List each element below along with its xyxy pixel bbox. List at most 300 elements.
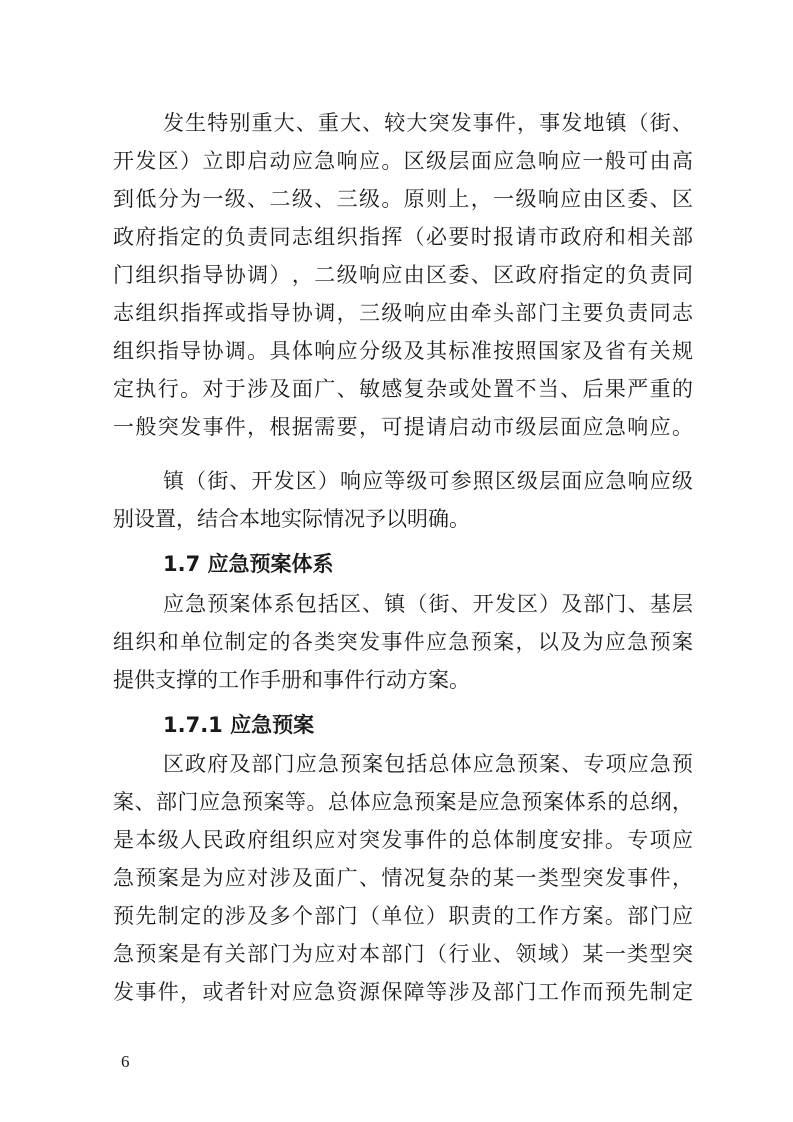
text-line [113, 339, 693, 363]
text-char: ） [539, 592, 561, 616]
text-char: 要 [448, 225, 470, 249]
text-char: 制 [224, 630, 246, 654]
text-char: 导 [202, 263, 224, 287]
text-char: 志 [113, 301, 134, 325]
text-char: 专 [627, 828, 649, 852]
text-char: 体 [564, 790, 586, 814]
text-char: 总 [470, 828, 492, 852]
text-char: 必 [426, 225, 448, 249]
text-char: 响 [627, 415, 649, 439]
text-char: 包 [384, 752, 406, 776]
text-char: 应 [224, 866, 246, 890]
text-char: 参 [450, 469, 472, 493]
text-char: 应 [358, 149, 380, 173]
text-line [113, 301, 693, 325]
text-char: 发 [561, 111, 583, 135]
text-char: 响 [336, 149, 358, 173]
text-char: 到 [113, 187, 134, 211]
text-char: 层 [448, 149, 470, 173]
text-char: 突 [671, 942, 693, 966]
text-char: 预 [135, 942, 157, 966]
text-char: 组 [113, 630, 134, 654]
text-char: 别 [229, 111, 251, 135]
text-char: 级 [671, 469, 693, 493]
text-char: 头 [493, 301, 515, 325]
text-char: 一 [202, 187, 224, 211]
text-char: 同 [269, 225, 291, 249]
text-line [113, 942, 693, 966]
text-char: 同 [649, 301, 671, 325]
text-char: 括 [406, 752, 428, 776]
text-char: 指 [157, 339, 179, 363]
text-char: 具 [269, 339, 291, 363]
text-char: 及 [229, 752, 251, 776]
text-char: 急 [448, 630, 470, 654]
text-char: 的 [202, 904, 224, 928]
text-char: 急 [494, 752, 516, 776]
text-char: 组 [135, 263, 157, 287]
text-char: 时 [470, 225, 492, 249]
text-char: 括 [317, 592, 339, 616]
text-char: 涉 [448, 980, 470, 1004]
text-char: 障 [403, 980, 425, 1004]
text-char: 高 [671, 149, 693, 173]
text-char: 行 [157, 377, 179, 401]
text-char: 较 [384, 111, 406, 135]
text-char: 广 [336, 866, 358, 890]
text-line [163, 592, 693, 616]
text-char: 街 [649, 111, 671, 135]
text-char: 重 [649, 377, 671, 401]
text-char: 、 [561, 752, 583, 776]
text-char: ， [672, 790, 693, 814]
text-char: 事 [539, 111, 561, 135]
text-char: 型 [560, 866, 582, 890]
text-char: 层 [537, 415, 559, 439]
text-char: 门 [403, 942, 425, 966]
text-char: 工 [537, 980, 559, 1004]
text-char: 责 [627, 301, 649, 325]
text-line [163, 469, 693, 493]
text-char: 区 [157, 149, 179, 173]
text-char: 指 [180, 301, 202, 325]
text-char: 导 [269, 301, 291, 325]
text-char: 是 [180, 866, 202, 890]
text-char: 应 [163, 592, 184, 616]
text-char: 指 [560, 263, 582, 287]
text-char: 开 [113, 149, 134, 173]
text-char: ） [269, 263, 291, 287]
text-char: 部 [493, 980, 515, 1004]
text-char: 急 [314, 149, 336, 173]
text-char: ） [426, 904, 448, 928]
text-char: 域 [537, 942, 559, 966]
text-line [113, 980, 693, 1004]
text-char: 门 [273, 752, 295, 776]
text-char: 关 [224, 942, 246, 966]
text-char: 类 [627, 942, 649, 966]
text-char: 应 [362, 469, 384, 493]
text-char: 发 [494, 592, 516, 616]
text-char: 区 [604, 187, 626, 211]
text-char: 提 [403, 415, 425, 439]
text-char: 等 [384, 469, 406, 493]
text-char: 、 [671, 111, 693, 135]
text-char: 面 [560, 415, 582, 439]
text-char: 应 [478, 790, 500, 814]
text-char: 预 [207, 592, 229, 616]
text-char: 可 [627, 149, 649, 173]
text-char: 牵 [470, 301, 492, 325]
text-line [113, 790, 693, 814]
text-char: 感 [381, 377, 403, 401]
text-char: 志 [291, 225, 313, 249]
text-char: 件 [157, 980, 179, 1004]
text-char: 门 [649, 904, 671, 928]
text-char: 突 [157, 415, 179, 439]
text-char: 区 [295, 469, 317, 493]
text-char: 有 [627, 339, 649, 363]
text-char: （ [403, 225, 425, 249]
text-char: 复 [403, 377, 425, 401]
text-char: 等 [285, 790, 306, 814]
text-char: 调 [247, 263, 269, 287]
text-char: 为 [180, 187, 202, 211]
text-line [113, 225, 693, 249]
text-char: 要 [336, 415, 358, 439]
text-char: 急 [515, 149, 537, 173]
text-char: ， [515, 630, 537, 654]
text-char: 根 [269, 415, 291, 439]
text-char: 政 [224, 828, 246, 852]
text-char: 府 [135, 225, 157, 249]
text-char: 负 [604, 301, 626, 325]
text-char: 制 [157, 904, 179, 928]
text-char: （ [185, 469, 207, 493]
text-char: 。 [604, 904, 626, 928]
text-char: 方 [560, 904, 582, 928]
text-char: 级 [381, 339, 403, 363]
text-char: 动 [269, 149, 291, 173]
text-char: 况 [403, 866, 425, 890]
text-char: 总 [428, 752, 450, 776]
text-char: 专 [583, 752, 605, 776]
text-char: 后 [582, 377, 604, 401]
text-char: ） [180, 149, 202, 173]
text-char: 及 [291, 866, 313, 890]
text-char: 、 [358, 866, 380, 890]
text-char: 突 [336, 630, 358, 654]
text-char: 。 [671, 415, 693, 439]
text-char: 突 [428, 111, 450, 135]
text-char: 急 [649, 752, 671, 776]
text-char: 案 [493, 630, 515, 654]
text-char: 负 [224, 225, 246, 249]
text-char: 部 [515, 301, 537, 325]
text-char: 预 [671, 752, 693, 776]
text-char: 的 [607, 790, 629, 814]
text-char: 行 [448, 942, 470, 966]
text-char: 请 [426, 415, 448, 439]
text-char: 型 [649, 942, 671, 966]
text-char: ） [317, 469, 339, 493]
text-char: 人 [180, 828, 202, 852]
text-char: 应 [291, 980, 313, 1004]
text-char: 预 [242, 790, 263, 814]
text-char: 敏 [358, 377, 380, 401]
text-char: 复 [426, 866, 448, 890]
text-char: 、 [560, 377, 582, 401]
text-char: 原 [403, 187, 425, 211]
text-char: 的 [604, 263, 626, 287]
text-char: 件 [494, 111, 516, 135]
text-char: 当 [537, 377, 559, 401]
text-char: ， [671, 866, 693, 890]
text-char: 应 [671, 904, 693, 928]
text-char: ） [560, 942, 582, 966]
text-char: 组 [113, 339, 134, 363]
text-char: 、 [470, 263, 492, 287]
text-char: 、 [362, 592, 384, 616]
text-char: 大 [406, 111, 428, 135]
text-char: 广 [314, 377, 336, 401]
text-char: 体 [291, 339, 313, 363]
text-char: 级 [224, 187, 246, 211]
text-char: 政 [515, 263, 537, 287]
text-char: 一 [493, 187, 515, 211]
text-char: 市 [493, 415, 515, 439]
text-char: 发 [358, 630, 380, 654]
text-char: 预 [113, 904, 134, 928]
text-char: 个 [291, 904, 313, 928]
text-char: 织 [336, 225, 358, 249]
text-char: 级 [336, 263, 358, 287]
text-char: 织 [157, 301, 179, 325]
text-char: 开 [251, 469, 273, 493]
text-char: 件 [224, 415, 246, 439]
text-char: 定 [180, 904, 202, 928]
text-char: 协 [202, 339, 224, 363]
text-char: 果 [604, 377, 626, 401]
text-line [113, 630, 693, 654]
text-char: 。 [180, 377, 202, 401]
text-char: 照 [515, 339, 537, 363]
text-line: 提供支撑的工作手册和事件行动方案。 [113, 668, 470, 692]
text-char: 部 [381, 942, 403, 966]
text-char: 面 [291, 377, 313, 401]
text-char: 织 [291, 828, 313, 852]
text-char: 关 [649, 339, 671, 363]
text-char: 政 [185, 752, 207, 776]
text-char: 级 [381, 301, 403, 325]
text-char: 一 [582, 149, 604, 173]
text-char: 及 [560, 630, 582, 654]
text-char: 发 [450, 111, 472, 135]
text-char: 责 [247, 225, 269, 249]
text-char: 响 [627, 469, 649, 493]
text-char: 急 [627, 630, 649, 654]
text-char: 及 [470, 980, 492, 1004]
text-char: 三 [336, 187, 358, 211]
text-char: （ [426, 942, 448, 966]
text-char: 府 [247, 828, 269, 852]
text-char: 家 [560, 339, 582, 363]
text-char: 事 [381, 630, 403, 654]
text-char: 市 [537, 225, 559, 249]
text-char: 保 [381, 980, 403, 1004]
text-char: 某 [493, 866, 515, 890]
text-char: 件 [649, 866, 671, 890]
text-char: 级 [157, 828, 179, 852]
text-char: 则 [426, 187, 448, 211]
text-char: 区 [671, 187, 693, 211]
text-char: 请 [515, 225, 537, 249]
text-char: 应 [314, 942, 336, 966]
text-char: 面 [470, 149, 492, 173]
text-char: 是 [457, 790, 478, 814]
text-char: 的 [269, 630, 291, 654]
text-char: 二 [269, 187, 291, 211]
text-char: 项 [605, 752, 627, 776]
text-char: 置 [493, 377, 515, 401]
text-char: 大 [340, 111, 361, 135]
text-char: 要 [582, 301, 604, 325]
text-char: 情 [381, 866, 403, 890]
text-char: 案 [229, 592, 251, 616]
text-char: 。 [381, 149, 403, 173]
text-line [113, 377, 693, 401]
text-char: 国 [537, 339, 559, 363]
text-char: 处 [470, 377, 492, 401]
text-char: ， [336, 301, 358, 325]
text-char: 杂 [426, 377, 448, 401]
text-char: 挥 [381, 225, 403, 249]
text-char: 安 [560, 828, 582, 852]
text-char: 委 [627, 187, 649, 211]
text-char: 体 [349, 790, 371, 814]
text-char: 级 [426, 149, 448, 173]
text-char: 或 [202, 980, 224, 1004]
text-char: 政 [113, 225, 134, 249]
text-char: 以 [537, 630, 559, 654]
text-char: 是 [113, 828, 134, 852]
text-char: ， [180, 980, 202, 1004]
text-char: 的 [671, 377, 693, 401]
text-char: 度 [537, 828, 559, 852]
text-char: 部 [314, 904, 336, 928]
text-line [163, 752, 693, 776]
text-char: 或 [448, 377, 470, 401]
text-char: 预 [414, 790, 435, 814]
text-char: 于 [224, 377, 246, 401]
text-char: 应 [199, 790, 220, 814]
text-char: 的 [448, 828, 470, 852]
text-char: 突 [582, 866, 604, 890]
text-char: 街 [207, 469, 229, 493]
text-char: 制 [515, 828, 537, 852]
text-char: 政 [560, 225, 582, 249]
text-char: 负 [627, 263, 649, 287]
text-char: 应 [604, 630, 626, 654]
text-char: 级 [515, 187, 537, 211]
text-char: 案 [113, 790, 134, 814]
text-char: 区 [493, 263, 515, 287]
text-char: 的 [202, 225, 224, 249]
text-char: 、 [493, 942, 515, 966]
text-char: 定 [582, 263, 604, 287]
text-char: 发 [113, 980, 134, 1004]
text-char: 组 [135, 301, 157, 325]
text-char: 突 [358, 828, 380, 852]
text-char: 区 [426, 263, 448, 287]
text-char: （ [627, 111, 649, 135]
text-char: 级 [517, 469, 538, 493]
text-char: 应 [295, 752, 317, 776]
text-char: 部 [583, 592, 605, 616]
text-char: 。 [306, 790, 328, 814]
text-char: 由 [448, 301, 470, 325]
text-char: 协 [291, 301, 313, 325]
text-char: 应 [493, 149, 515, 173]
text-char: 上 [448, 187, 470, 211]
text-char: 门 [537, 301, 559, 325]
text-char: 纲 [650, 790, 672, 814]
text-char: 业 [470, 942, 492, 966]
text-char: 而 [582, 980, 604, 1004]
text-char: 其 [426, 339, 448, 363]
text-char: 及 [247, 904, 269, 928]
text-char: 件 [403, 630, 425, 654]
text-char: 级 [358, 187, 380, 211]
text-char: 指 [180, 263, 202, 287]
text-char: 街 [428, 592, 450, 616]
text-char: 对 [336, 942, 358, 966]
text-char: 体 [450, 752, 472, 776]
text-char: 定 [180, 225, 202, 249]
text-char: 、 [649, 187, 671, 211]
text-char: 单 [180, 630, 202, 654]
text-char: 由 [403, 263, 425, 287]
text-char: 及 [269, 377, 291, 401]
text-char: 急 [317, 752, 339, 776]
text-line [113, 415, 693, 439]
text-char: 门 [336, 904, 358, 928]
text-char: 级 [406, 469, 428, 493]
text-char: 和 [604, 225, 626, 249]
section-heading: 1.7 应急预案体系 [163, 552, 334, 576]
text-char: 由 [582, 187, 604, 211]
text-char: 急 [500, 790, 521, 814]
text-char: 部 [671, 225, 693, 249]
text-char: 三 [358, 301, 380, 325]
text-char: 发 [273, 469, 295, 493]
text-char: （ [358, 904, 380, 928]
text-char: 民 [202, 828, 224, 852]
text-char: 部 [251, 752, 273, 776]
text-char: 大 [273, 111, 295, 135]
text-char: 为 [582, 630, 604, 654]
text-char: 为 [202, 866, 224, 890]
text-char: 响 [403, 301, 425, 325]
text-char: 挥 [202, 301, 224, 325]
text-char: 事 [135, 980, 157, 1004]
text-char: 发 [604, 866, 626, 890]
text-char: 织 [135, 630, 157, 654]
text-char: 案 [543, 790, 564, 814]
text-char: 总 [328, 790, 349, 814]
text-char: 响 [537, 149, 559, 173]
text-char: 应 [583, 469, 605, 493]
